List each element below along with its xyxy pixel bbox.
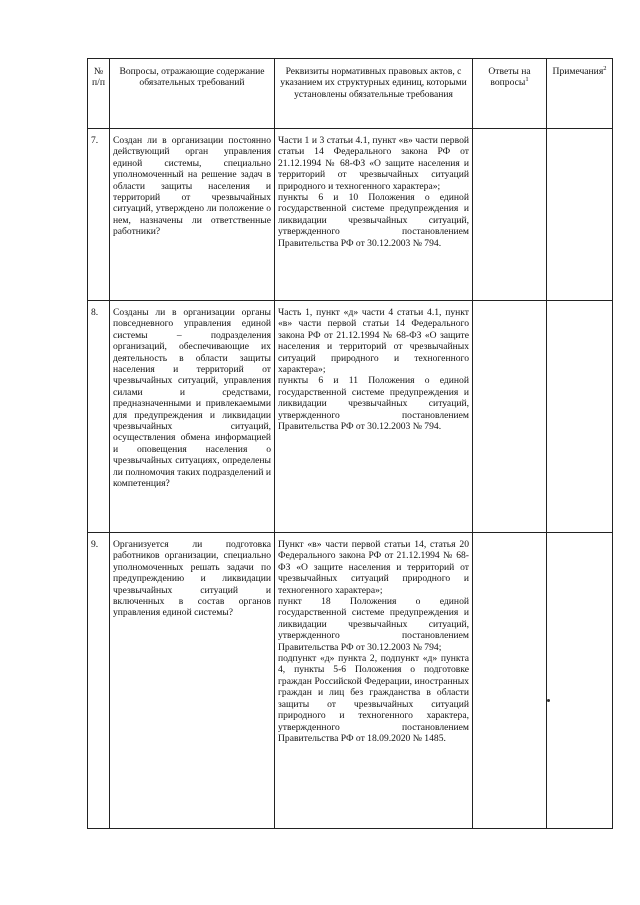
row-number: 8. bbox=[88, 301, 110, 533]
row-question: Созданы ли в организации органы повседневного управления единой системы – подразделения организаций, обеспечивающие их деятельность в области защиты населения и территорий от чрезвычайных ситуаций, управления силами и средствами, предназначенными и привлекаемыми для предупреждения и ликвидации чрезвычайных ситуаций, осуществления обмена информацией и оповещения населения о чрезвычайных ситуациях, определены ли полномочия таких подразделений и компетенция? bbox=[110, 301, 275, 533]
row-question: Организуется ли подготовка работников организации, специально уполномоченных решать задачи по предупреждению и ликвидации чрезвычайных ситуаций и включенных в состав органов управления единой системы? bbox=[110, 533, 275, 829]
reference-paragraph: пункты 6 и 11 Положения о единой государственной системе предупреждения и ликвидации чрезвычайных ситуаций, утвержденного постановлением Правительства РФ от 30.12.2003 № 794. bbox=[278, 375, 469, 433]
row-note-cell[interactable] bbox=[547, 301, 613, 533]
header-notes bbox=[547, 59, 613, 129]
header-answers-footnote-mark: 1 bbox=[525, 76, 529, 84]
header-questions: Вопросы, отражающие содержание обязательных требований bbox=[110, 59, 275, 129]
row-answer-cell[interactable] bbox=[473, 533, 547, 829]
header-answers-label: Ответы на вопросы bbox=[488, 66, 531, 89]
reference-paragraph: Пункт «в» части первой статьи 14, статья 20 Федерального закона РФ от 21.12.1994 № 68-ФЗ «О защите населения и территорий от чрезвычайных ситуаций природного и техногенного характера»; bbox=[278, 539, 469, 596]
header-notes-footnote-mark: 2 bbox=[603, 65, 607, 72]
table-row bbox=[88, 301, 613, 533]
table-header-row bbox=[88, 59, 613, 129]
row-references bbox=[275, 129, 473, 301]
row-references bbox=[275, 301, 473, 533]
requirements-table bbox=[87, 58, 613, 829]
reference-paragraph: Части 1 и 3 статьи 4.1, пункт «в» части первой статьи 14 Федерального закона РФ от 21.12.1994 № 68-ФЗ «О защите населения и территорий от чрезвычайных ситуаций природного и техногенного характера»; bbox=[278, 135, 469, 192]
row-references bbox=[275, 533, 473, 829]
table-row bbox=[88, 129, 613, 301]
reference-paragraph: пункты 6 и 10 Положения о единой государственной системе предупреждения и ликвидации чрезвычайных ситуаций, утвержденного постановлением Правительства РФ от 30.12.2003 № 794. bbox=[278, 192, 469, 249]
row-note-cell[interactable] bbox=[547, 129, 613, 301]
header-notes-label: Примечания bbox=[552, 66, 604, 77]
row-answer-cell[interactable] bbox=[473, 301, 547, 533]
header-answers bbox=[473, 59, 547, 129]
row-number: 9. bbox=[88, 533, 110, 829]
header-number: № п/п bbox=[88, 59, 110, 129]
scan-speck bbox=[547, 699, 550, 702]
header-references: Реквизиты нормативных правовых актов, с указанием их структурных единиц, которыми установлены обязательные требования bbox=[275, 59, 473, 129]
reference-paragraph: пункт 18 Положения о единой государственной системе предупреждения и ликвидации чрезвычайных ситуаций, утвержденного постановлением Правительства РФ от 30.12.2003 № 794; bbox=[278, 596, 469, 653]
row-answer-cell[interactable] bbox=[473, 129, 547, 301]
reference-paragraph: Часть 1, пункт «д» части 4 статьи 4.1, пункт «в» части первой статьи 14 Федерального закона РФ от 21.12.1994 № 68-ФЗ «О защите населения и территорий от чрезвычайных ситуаций природного и техногенного характера»; bbox=[278, 307, 469, 376]
reference-paragraph: подпункт «д» пункта 2, подпункт «д» пункта 4, пункты 5-6 Положения о подготовке граждан Российской Федерации, иностранных граждан и лиц без гражданства в области защиты от чрезвычайных ситуаций природного и техногенного характера, утвержденного постановлением Правительства РФ от 18.09.2020 № 1485. bbox=[278, 653, 469, 744]
row-note-cell[interactable] bbox=[547, 533, 613, 829]
row-question: Создан ли в организации постоянно действующий орган управления единой системы, специально уполномоченный на решение задач в области защиты населения и территорий от чрезвычайных ситуаций, утверждено ли положение о нем, назначены ли ответственные работники? bbox=[110, 129, 275, 301]
table-row bbox=[88, 533, 613, 829]
row-number: 7. bbox=[88, 129, 110, 301]
